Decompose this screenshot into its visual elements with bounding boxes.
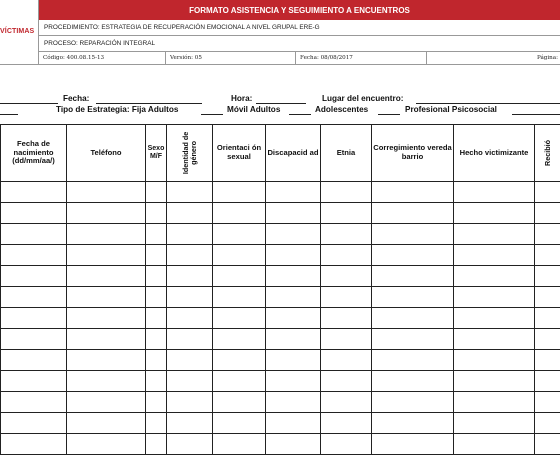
procedimiento-row [39, 20, 560, 36]
table-cell[interactable] [1, 245, 67, 266]
lugar-label: Lugar del encuentro: [322, 94, 403, 103]
table-cell[interactable] [535, 371, 560, 392]
table-cell[interactable] [1, 392, 67, 413]
table-cell[interactable] [372, 413, 454, 434]
table-cell[interactable] [167, 413, 213, 434]
table-cell[interactable] [67, 287, 146, 308]
table-cell[interactable] [167, 308, 213, 329]
col-hecho-victimizante: Hecho victimizante [454, 125, 535, 182]
table-cell[interactable] [1, 413, 67, 434]
table-cell[interactable] [372, 245, 454, 266]
table-cell[interactable] [372, 182, 454, 203]
table-cell[interactable] [146, 413, 167, 434]
table-cell[interactable] [1, 182, 67, 203]
profesional-underline[interactable] [512, 114, 560, 115]
table-cell[interactable] [454, 203, 535, 224]
table-cell[interactable] [454, 224, 535, 245]
table-cell[interactable] [167, 245, 213, 266]
table-cell[interactable] [372, 287, 454, 308]
table-cell[interactable] [146, 287, 167, 308]
table-cell[interactable] [146, 329, 167, 350]
table-cell[interactable] [146, 308, 167, 329]
table-cell[interactable] [535, 350, 560, 371]
adolescentes-underline[interactable] [378, 114, 400, 115]
codigo-cell: Código: 400.08.15-13 [39, 52, 166, 64]
table-cell[interactable] [213, 350, 266, 371]
table-cell[interactable] [167, 434, 213, 455]
table-cell[interactable] [535, 245, 560, 266]
table-cell[interactable] [213, 245, 266, 266]
table-cell[interactable] [535, 329, 560, 350]
table-row [1, 245, 560, 266]
table-row [1, 224, 560, 245]
table-body [1, 182, 560, 455]
col-etnia: Etnia [321, 125, 372, 182]
col-telefono: Teléfono [67, 125, 146, 182]
table-cell[interactable] [266, 287, 321, 308]
table-cell[interactable] [454, 329, 535, 350]
table-row [1, 308, 560, 329]
table-cell[interactable] [67, 371, 146, 392]
table-cell[interactable] [146, 224, 167, 245]
table-cell[interactable] [213, 329, 266, 350]
table-row [1, 350, 560, 371]
table-cell[interactable] [535, 287, 560, 308]
table-cell[interactable] [1, 329, 67, 350]
table-row [1, 203, 560, 224]
table-cell[interactable] [167, 224, 213, 245]
table-cell[interactable] [266, 182, 321, 203]
table-cell[interactable] [266, 245, 321, 266]
table-cell[interactable] [454, 350, 535, 371]
table-cell[interactable] [213, 371, 266, 392]
recibio-label: Recibió [544, 140, 552, 166]
table-cell[interactable] [454, 245, 535, 266]
table-cell[interactable] [535, 308, 560, 329]
table-cell[interactable] [454, 371, 535, 392]
table-cell[interactable] [535, 434, 560, 455]
table-cell[interactable] [372, 266, 454, 287]
table-cell[interactable] [535, 224, 560, 245]
hora-label: Hora: [231, 94, 252, 103]
table-cell[interactable] [266, 203, 321, 224]
fecha-cell: Fecha: 08/08/2017 [296, 52, 427, 64]
metadata-row [39, 52, 560, 65]
table-cell[interactable] [213, 182, 266, 203]
table-cell[interactable] [67, 224, 146, 245]
table-cell[interactable] [454, 287, 535, 308]
table-cell[interactable] [372, 434, 454, 455]
left-underline[interactable] [0, 114, 18, 115]
table-cell[interactable] [266, 392, 321, 413]
table-cell[interactable] [1, 308, 67, 329]
table-cell[interactable] [372, 392, 454, 413]
table-cell[interactable] [535, 413, 560, 434]
table-cell[interactable] [372, 371, 454, 392]
table-cell[interactable] [535, 392, 560, 413]
table-cell[interactable] [321, 203, 372, 224]
table-cell[interactable] [266, 329, 321, 350]
pagina-cell: Página: [427, 52, 560, 64]
table-cell[interactable] [146, 350, 167, 371]
table-cell[interactable] [146, 371, 167, 392]
table-row [1, 182, 560, 203]
table-cell[interactable] [167, 350, 213, 371]
logo-cell [0, 0, 39, 65]
proceso-row [39, 36, 560, 52]
fija-underline[interactable] [201, 114, 223, 115]
table-cell[interactable] [1, 350, 67, 371]
table-cell[interactable] [167, 392, 213, 413]
table-cell[interactable] [372, 308, 454, 329]
table-row [1, 266, 560, 287]
table-cell[interactable] [67, 392, 146, 413]
table-cell[interactable] [67, 308, 146, 329]
table-cell[interactable] [67, 203, 146, 224]
table-cell[interactable] [213, 308, 266, 329]
table-row [1, 413, 560, 434]
table-cell[interactable] [1, 224, 67, 245]
table-cell[interactable] [167, 182, 213, 203]
table-cell[interactable] [321, 434, 372, 455]
table-cell[interactable] [321, 266, 372, 287]
col-identidad-genero [167, 125, 213, 182]
name-underline[interactable] [0, 103, 58, 104]
table-cell[interactable] [213, 392, 266, 413]
table-cell[interactable] [372, 329, 454, 350]
table-cell[interactable] [266, 224, 321, 245]
table-cell[interactable] [321, 308, 372, 329]
table-cell[interactable] [213, 203, 266, 224]
table-cell[interactable] [321, 350, 372, 371]
table-cell[interactable] [213, 287, 266, 308]
proceso-text: PROCESO: REPARACIÓN INTEGRAL [39, 40, 155, 47]
table-cell[interactable] [266, 308, 321, 329]
procedimiento-text: PROCEDIMIENTO: ESTRATEGIA DE RECUPERACIÓN EMOCIONAL A NIVEL GRUPAL ERE-G [39, 24, 320, 31]
col-discapacidad: Discapacid ad [266, 125, 321, 182]
table-cell[interactable] [266, 434, 321, 455]
movil-underline[interactable] [289, 114, 311, 115]
hora-underline[interactable] [256, 103, 306, 104]
table-cell[interactable] [146, 392, 167, 413]
table-cell[interactable] [67, 329, 146, 350]
table-row [1, 287, 560, 308]
table-cell[interactable] [266, 413, 321, 434]
table-cell[interactable] [535, 182, 560, 203]
table-cell[interactable] [213, 224, 266, 245]
victimas-logo: VÍCTIMAS [0, 28, 34, 35]
table-cell[interactable] [67, 434, 146, 455]
table-cell[interactable] [146, 182, 167, 203]
table-cell[interactable] [372, 203, 454, 224]
table-cell[interactable] [167, 266, 213, 287]
table-row [1, 329, 560, 350]
lugar-underline[interactable] [416, 103, 560, 104]
table-cell[interactable] [146, 266, 167, 287]
table-cell[interactable] [1, 371, 67, 392]
table-cell[interactable] [167, 371, 213, 392]
table-cell[interactable] [321, 182, 372, 203]
profesional-label: Profesional Psicosocial [405, 105, 497, 114]
attendance-table [0, 124, 560, 455]
version-cell: Versión: 05 [166, 52, 296, 64]
tipo-estrategia-label: Tipo de Estrategia: Fija Adultos [56, 105, 178, 114]
table-cell[interactable] [321, 371, 372, 392]
fecha-label: Fecha: [63, 94, 89, 103]
table-cell[interactable] [167, 203, 213, 224]
table-cell[interactable] [67, 413, 146, 434]
table-cell[interactable] [146, 245, 167, 266]
document-header [0, 0, 560, 65]
document-title: FORMATO ASISTENCIA Y SEGUIMIENTO A ENCUENTROS [39, 0, 560, 20]
col-recibio [535, 125, 560, 182]
table-cell[interactable] [372, 350, 454, 371]
adolescentes-label: Adolescentes [315, 105, 368, 114]
col-fecha-nacimiento: Fecha de nacimiento (dd/mm/aa/) [1, 125, 67, 182]
table-cell[interactable] [1, 434, 67, 455]
table-cell[interactable] [321, 287, 372, 308]
table-cell[interactable] [454, 392, 535, 413]
table-cell[interactable] [321, 329, 372, 350]
table-cell[interactable] [454, 266, 535, 287]
col-sexo: Sexo M/F [146, 125, 167, 182]
table-cell[interactable] [1, 203, 67, 224]
table-cell[interactable] [535, 203, 560, 224]
table-cell[interactable] [67, 350, 146, 371]
table-cell[interactable] [535, 266, 560, 287]
col-orientacion-sexual: Orientaci ón sexual [213, 125, 266, 182]
table-cell[interactable] [454, 182, 535, 203]
table-cell[interactable] [372, 224, 454, 245]
table-cell[interactable] [213, 434, 266, 455]
table-cell[interactable] [213, 413, 266, 434]
table-cell[interactable] [454, 308, 535, 329]
table-cell[interactable] [67, 245, 146, 266]
table-cell[interactable] [167, 287, 213, 308]
table-cell[interactable] [146, 203, 167, 224]
table-cell[interactable] [454, 434, 535, 455]
table-cell[interactable] [321, 392, 372, 413]
table-row [1, 371, 560, 392]
table-cell[interactable] [321, 245, 372, 266]
table-cell[interactable] [454, 413, 535, 434]
table-cell[interactable] [1, 266, 67, 287]
table-cell[interactable] [167, 329, 213, 350]
table-cell[interactable] [266, 371, 321, 392]
table-cell[interactable] [67, 266, 146, 287]
movil-label: Móvil Adultos [227, 105, 280, 114]
table-cell[interactable] [1, 287, 67, 308]
table-row [1, 434, 560, 455]
fecha-underline[interactable] [96, 103, 202, 104]
table-cell[interactable] [321, 413, 372, 434]
identidad-genero-label: Identidad de género [182, 131, 198, 175]
col-corregimiento: Corregimiento vereda barrio [372, 125, 454, 182]
table-cell[interactable] [146, 434, 167, 455]
table-cell[interactable] [67, 182, 146, 203]
table-header-row [1, 125, 560, 182]
table-cell[interactable] [266, 350, 321, 371]
table-row [1, 392, 560, 413]
table-cell[interactable] [213, 266, 266, 287]
table-cell[interactable] [321, 224, 372, 245]
table-cell[interactable] [266, 266, 321, 287]
